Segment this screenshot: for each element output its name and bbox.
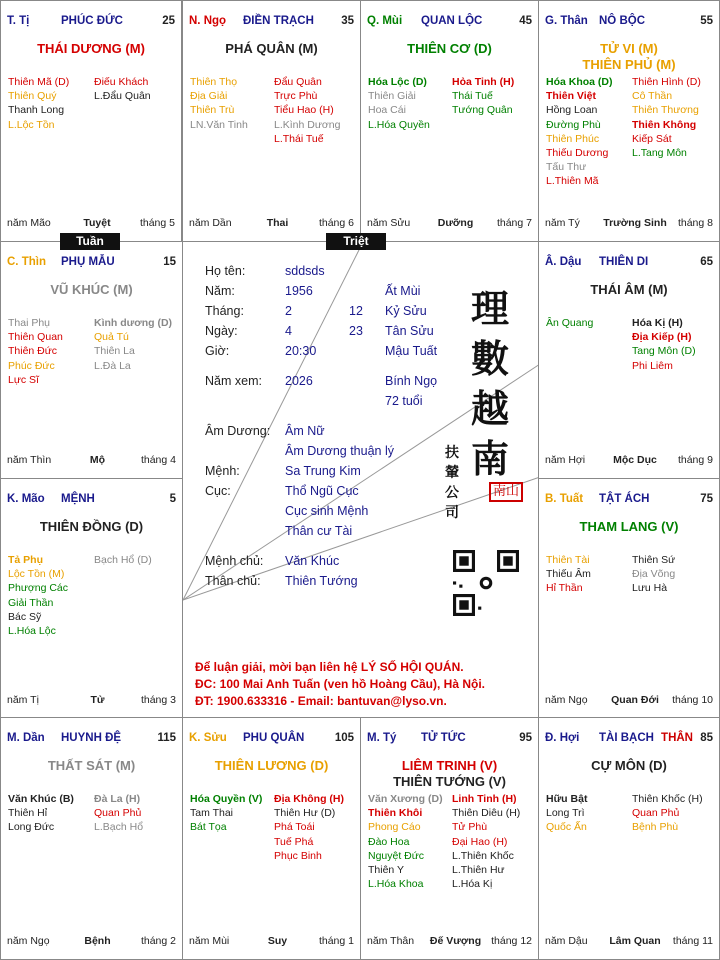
truong-sinh-stage: Trường Sinh (603, 217, 667, 229)
minor-star: LN.Văn Tinh (190, 118, 248, 131)
tuoi-value: 72 tuổi (385, 394, 423, 408)
minor-star: Thiên Thương (632, 104, 699, 117)
minor-star: Long Đức (8, 821, 55, 834)
palace-year: năm Thân (367, 935, 415, 947)
palace-name: ĐIỀN TRẠCH (243, 15, 314, 27)
palace-dau (538, 241, 720, 479)
ngay-label: Ngày: (205, 324, 238, 338)
minor-star: Linh Tinh (H) (452, 793, 517, 805)
minor-star: Thiên Y (368, 864, 404, 877)
palace-month: tháng 4 (140, 454, 176, 466)
minor-stars-left (8, 75, 69, 132)
minor-star: Lộc Tồn (M) (8, 568, 65, 581)
ngay-am-lich: Tân Sửu (385, 324, 434, 338)
palace-dan (0, 717, 183, 960)
minor-star: L.Kình Dương (274, 118, 341, 131)
palace-age: 25 (162, 15, 175, 27)
palace-ti (0, 0, 182, 242)
minor-star: Thiên Hư (D) (274, 807, 336, 820)
menh-label: Mệnh: (205, 464, 240, 478)
minor-stars-right (452, 75, 514, 118)
minor-star: Nguyệt Đức (368, 849, 425, 862)
minor-star: Giải Thần (8, 596, 54, 609)
palace-name: PHỤ MẪU (61, 256, 115, 268)
minor-star: Thiên Phúc (546, 132, 600, 145)
minor-stars-left (8, 553, 68, 638)
am-duong-note: Âm Dương thuận lý (285, 444, 394, 458)
minor-star: Đường Phù (546, 118, 601, 131)
main-star: THIÊN LƯƠNG (D) (214, 758, 329, 773)
minor-stars-left (8, 792, 74, 835)
minor-star: Tướng Quân (452, 104, 513, 117)
minor-stars-right (632, 316, 696, 373)
palace-month: tháng 12 (491, 935, 532, 947)
minor-star: L.Hóa Kị (452, 878, 493, 891)
minor-stars-right (94, 75, 151, 103)
main-star: LIÊM TRINH (V) (401, 758, 498, 773)
minor-star: Thiên Khốc (H) (632, 793, 703, 805)
calligraphy-4: 南 (471, 436, 510, 481)
palace-age: 65 (700, 256, 713, 268)
minor-star: L.Hóa Khoa (368, 878, 424, 891)
than-cu-note: Thân cư Tài (285, 524, 353, 538)
ho-ten-label: Họ tên: (205, 264, 246, 278)
palace-age: 45 (519, 15, 532, 27)
minor-star: Thái Tuế (452, 90, 493, 103)
minor-star: Kiếp Sát (632, 132, 672, 145)
palace-month: tháng 6 (318, 217, 354, 229)
minor-stars-left (190, 75, 248, 132)
nam-label: Năm: (205, 284, 235, 298)
contact-line-1: Để luận giải, mời bạn liên hệ LÝ SỐ HỘI QUÁN. (195, 660, 464, 674)
palace-header (367, 15, 532, 29)
palace-than_s (538, 0, 720, 242)
truong-sinh-stage: Lâm Quan (609, 935, 661, 947)
gio-label: Giờ: (205, 344, 230, 358)
minor-star: Thiên Mã (D) (8, 76, 70, 88)
truong-sinh-stage: Thai (266, 217, 289, 229)
palace-header (7, 256, 176, 270)
minor-stars-left (368, 75, 430, 132)
minor-star: Thiếu Dương (546, 147, 609, 160)
minor-star: Trực Phù (274, 90, 318, 103)
palace-footer (367, 935, 532, 949)
palace-year: năm Mùi (189, 935, 230, 947)
palace-year: năm Dần (189, 217, 232, 229)
minor-star: Đẩu Quân (274, 76, 322, 88)
minor-star: Tả Phụ (8, 554, 44, 566)
minor-star: Hóa Khoa (D) (546, 76, 613, 88)
palace-can-chi: M. Tý (367, 732, 397, 744)
minor-star: Thiên Không (632, 118, 697, 131)
minor-star: Thiên Quý (8, 90, 57, 103)
palace-footer (545, 217, 713, 231)
palace-footer (545, 935, 713, 949)
palace-tuat (538, 478, 720, 719)
palace-header (189, 732, 354, 746)
main-star: THẤT SÁT (M) (47, 758, 136, 773)
calligraphy-1: 理 (471, 286, 510, 331)
minor-stars-left (368, 792, 443, 891)
palace-mao (0, 478, 183, 719)
minor-star: Thiên Giải (368, 90, 416, 103)
nam-xem-am-lich: Bính Ngọ (385, 374, 438, 388)
palace-year: năm Mão (7, 217, 51, 229)
main-star: CỰ MÔN (D) (591, 758, 667, 773)
truong-sinh-stage: Mộ (89, 454, 106, 466)
minor-star: Tử Phù (452, 821, 488, 834)
minor-star: Phục Binh (274, 849, 322, 862)
main-star: THIÊN PHỦ (M) (582, 57, 676, 72)
palace-footer (545, 694, 713, 708)
palace-can-chi: T. Tị (7, 15, 30, 27)
nam-xem-label: Năm xem: (205, 374, 262, 388)
palace-header (189, 15, 354, 29)
ho-ten-value: sddsds (285, 264, 325, 278)
palace-month: tháng 2 (140, 935, 176, 947)
palace-footer (7, 454, 176, 468)
palace-month: tháng 3 (140, 694, 176, 706)
minor-star: Hóa Lộc (D) (368, 76, 427, 88)
truong-sinh-stage: Dưỡng (437, 217, 474, 229)
minor-star: Thiên Sứ (632, 554, 676, 566)
palace-month: tháng 7 (496, 217, 532, 229)
minor-star: Đại Hao (H) (452, 835, 508, 848)
palace-can-chi: B. Tuất (545, 493, 584, 505)
nam-am-lich: Ất Mùi (385, 284, 421, 298)
minor-star: Hỉ Thần (546, 582, 583, 595)
minor-star: Lực Sĩ (8, 373, 39, 386)
tuan-badge: Tuần (60, 233, 120, 250)
palace-age: 105 (334, 732, 354, 744)
palace-name: QUAN LỘC (421, 15, 483, 27)
minor-star: Văn Khúc (B) (8, 793, 74, 805)
minor-star: Cô Thần (632, 90, 673, 103)
minor-stars-right (94, 553, 152, 567)
truong-sinh-stage: Bệnh (84, 935, 111, 947)
minor-star: Phá Toái (274, 821, 315, 834)
minor-star: Thiên La (94, 345, 135, 358)
palace-month: tháng 11 (672, 935, 713, 947)
minor-star: Hỏa Tinh (H) (452, 76, 515, 88)
minor-star: L.Thiên Hư (452, 864, 505, 877)
palace-header (545, 493, 713, 507)
calligraphy-3: 越 (471, 386, 510, 431)
minor-star: Hóa Kị (H) (632, 317, 683, 329)
contact-phone-email[interactable]: ĐT: 1900.633316 - Email: bantuvan@lyso.vn. (195, 694, 447, 708)
center-info-panel (182, 241, 539, 718)
palace-year: năm Ngọ (545, 694, 588, 706)
palace-ty (360, 717, 539, 960)
minor-stars-left (546, 75, 613, 189)
palace-month: tháng 10 (672, 694, 713, 706)
palace-year: năm Tị (7, 694, 39, 706)
palace-name: THIÊN DI (599, 256, 649, 268)
minor-star: Phúc Đức (8, 359, 55, 372)
main-star: PHÁ QUÂN (M) (225, 41, 318, 56)
minor-star: Thiếu Âm (546, 568, 591, 581)
minor-star: Phượng Các (8, 582, 69, 595)
minor-star: Tuế Phá (274, 835, 314, 848)
minor-star: Thai Phụ (8, 317, 51, 329)
palace-can-chi: K. Mão (7, 493, 45, 505)
minor-star: L.Lộc Tồn (8, 118, 55, 131)
minor-star: Thiên Việt (546, 90, 596, 103)
main-star: THÁI ÂM (M) (590, 282, 668, 297)
palace-header (7, 15, 175, 29)
palace-age: 35 (341, 15, 354, 27)
truong-sinh-stage: Quan Đới (611, 694, 659, 706)
menh-value: Sa Trung Kim (285, 464, 361, 478)
palace-ngo (182, 0, 361, 242)
minor-star: Phi Liêm (632, 359, 673, 372)
cuc-value: Thổ Ngũ Cục (285, 484, 359, 498)
minor-star: Thiên Diêu (H) (452, 807, 521, 820)
minor-star: L.Bạch Hổ (94, 821, 144, 834)
minor-star: Kình dương (D) (94, 317, 173, 329)
palace-hoi (538, 717, 720, 960)
palace-header (545, 256, 713, 270)
triet-badge: Triệt (326, 233, 386, 250)
minor-star: L.Đà La (94, 359, 131, 372)
palace-footer (189, 217, 354, 231)
gio-am-lich: Mậu Tuất (385, 344, 438, 358)
palace-header (367, 732, 532, 746)
qr-code-icon (453, 550, 519, 616)
minor-star: Thiên Hình (D) (632, 76, 701, 88)
palace-footer (545, 454, 713, 468)
ngay-duong-lich: 4 (285, 324, 292, 338)
palace-name: TÀI BẠCH (599, 732, 654, 744)
gio-value: 20:30 (285, 344, 317, 358)
cuc-note: Cục sinh Mệnh (285, 504, 369, 518)
minor-stars-right (94, 316, 172, 373)
palace-header (7, 732, 176, 746)
thang-am-lich-num: 12 (349, 304, 363, 318)
minor-star: Ân Quang (546, 317, 594, 329)
palace-age: 75 (700, 493, 713, 505)
minor-stars-right (632, 553, 675, 596)
palace-name: PHÚC ĐỨC (61, 15, 123, 27)
main-star: THÁI DƯƠNG (M) (37, 41, 145, 56)
than-marker: THÂN (661, 732, 693, 744)
truong-sinh-stage: Tuyệt (83, 217, 111, 229)
minor-star: Bạch Hổ (D) (94, 554, 152, 566)
minor-star: Hóa Quyền (V) (190, 793, 263, 805)
minor-stars-left (546, 553, 591, 596)
minor-star: Thiên Hỉ (8, 807, 48, 820)
palace-can-chi: C. Thìn (7, 256, 46, 268)
minor-star: Quả Tú (94, 331, 129, 344)
palace-year: năm Ngọ (7, 935, 50, 947)
main-star: THIÊN TƯỚNG (V) (393, 774, 506, 789)
minor-star: Thiên Đức (8, 345, 58, 358)
minor-star: Văn Xương (D) (368, 793, 443, 805)
minor-star: Lưu Hà (632, 582, 668, 595)
minor-star: L.Hóa Lộc (8, 625, 56, 638)
palace-name: MỆNH (61, 493, 95, 505)
main-star: VŨ KHÚC (M) (50, 282, 133, 297)
truong-sinh-stage: Mộc Dục (613, 454, 657, 466)
palace-year: năm Tý (545, 217, 580, 229)
palace-thin (0, 241, 183, 479)
palace-age: 55 (700, 15, 713, 27)
minor-stars-left (190, 792, 262, 835)
palace-name: HUYNH ĐỆ (61, 732, 122, 744)
palace-month: tháng 9 (677, 454, 713, 466)
palace-name: TỬ TỨC (421, 732, 466, 744)
thang-am-lich: Kỷ Sửu (385, 304, 427, 318)
palace-year: năm Thìn (7, 454, 52, 466)
minor-stars-left (8, 316, 63, 387)
minor-star: Quan Phủ (94, 807, 142, 820)
minor-star: Tam Thai (190, 807, 233, 820)
minor-stars-right (632, 75, 701, 160)
minor-star: L.Đẩu Quân (94, 90, 151, 103)
minor-star: L.Thái Tuế (274, 132, 324, 145)
main-star: THAM LANG (V) (579, 519, 679, 534)
palace-name: PHU QUÂN (243, 732, 305, 744)
palace-month: tháng 8 (677, 217, 713, 229)
thang-duong-lich: 2 (285, 304, 292, 318)
main-star: TỬ VI (M) (600, 41, 658, 56)
nam-xem-value: 2026 (285, 374, 313, 388)
palace-mui (360, 0, 539, 242)
minor-star: Phong Cáo (368, 821, 421, 834)
minor-star: Hữu Bật (546, 793, 588, 805)
palace-month: tháng 5 (139, 217, 175, 229)
minor-stars-right (632, 792, 703, 835)
minor-star: Tấu Thư (546, 161, 587, 174)
minor-star: L.Hóa Quyền (368, 118, 430, 131)
minor-stars-left (546, 316, 593, 330)
am-duong-label: Âm Dương: (205, 424, 271, 438)
calligraphy-2: 數 (471, 336, 510, 381)
ngay-am-lich-num: 23 (349, 324, 363, 338)
minor-star: Quốc Ấn (546, 821, 587, 834)
minor-star: Quan Phủ (632, 807, 680, 820)
minor-star: Hoa Cái (368, 104, 406, 117)
palace-footer (7, 217, 175, 231)
minor-star: Tiểu Hao (H) (274, 104, 334, 117)
palace-year: năm Hợi (545, 454, 586, 466)
palace-can-chi: Â. Dậu (545, 256, 582, 268)
minor-star: Long Trì (546, 807, 585, 820)
minor-star: Thiên Trù (190, 104, 235, 117)
minor-star: Tang Môn (D) (632, 345, 696, 358)
minor-star: Địa Giải (190, 90, 228, 103)
nam-duong-lich: 1956 (285, 284, 313, 298)
minor-star: L.Tang Môn (632, 147, 687, 160)
minor-star: Địa Kiếp (H) (632, 331, 692, 344)
contact-address: ĐC: 100 Mai Anh Tuấn (ven hồ Hoàng Cầu), Hà Nội. (195, 677, 486, 691)
palace-age: 5 (169, 493, 176, 505)
palace-footer (189, 935, 354, 949)
than-chu-value: Thiên Tướng (285, 574, 358, 588)
palace-age: 85 (700, 732, 713, 744)
palace-name: TẬT ÁCH (599, 493, 650, 505)
truong-sinh-stage: Suy (267, 935, 288, 947)
red-seal: 南山 (489, 482, 523, 502)
palace-can-chi: G. Thân (545, 15, 588, 27)
palace-footer (367, 217, 532, 231)
minor-stars-right (274, 75, 340, 146)
minor-star: Đà La (H) (94, 793, 141, 805)
calligraphy-small-4: 司 (445, 505, 459, 521)
minor-star: Đào Hoa (368, 835, 410, 848)
menh-chu-value: Văn Khúc (285, 554, 340, 568)
minor-star: Địa Không (H) (274, 793, 344, 805)
thang-label: Tháng: (205, 304, 244, 318)
palace-can-chi: Đ. Hợi (545, 732, 580, 744)
palace-can-chi: Q. Mùi (367, 15, 403, 27)
than-chu-label: Thân chủ: (205, 574, 261, 588)
minor-star: L.Thiên Mã (546, 175, 599, 188)
cuc-label: Cục: (205, 484, 231, 498)
palace-age: 15 (163, 256, 176, 268)
minor-star: Thiên Thọ (190, 76, 238, 88)
palace-can-chi: M. Dần (7, 732, 45, 744)
palace-header (7, 493, 176, 507)
minor-star: Bệnh Phù (632, 821, 679, 834)
palace-year: năm Dậu (545, 935, 588, 947)
minor-star: L.Thiên Khốc (452, 849, 514, 862)
truong-sinh-stage: Đế Vượng (429, 935, 482, 947)
calligraphy-small-3: 公 (445, 485, 459, 501)
calligraphy-small-2: 輦 (445, 465, 459, 481)
palace-header (545, 732, 713, 746)
palace-can-chi: N. Ngọ (189, 15, 227, 27)
am-duong-value: Âm Nữ (285, 424, 325, 438)
minor-stars-right (452, 792, 520, 891)
palace-age: 95 (519, 732, 532, 744)
calligraphy-small-1: 扶 (445, 445, 459, 461)
minor-stars-right (94, 792, 143, 835)
minor-stars-left (546, 792, 587, 835)
palace-month: tháng 1 (318, 935, 354, 947)
palace-footer (7, 935, 176, 949)
minor-star: Điếu Khách (94, 76, 149, 88)
palace-footer (7, 694, 176, 708)
minor-star: Địa Võng (632, 568, 676, 581)
minor-star: Bát Tọa (190, 821, 227, 834)
truong-sinh-stage: Tử (90, 694, 105, 706)
palace-year: năm Sửu (367, 217, 411, 229)
palace-header (545, 15, 713, 29)
main-star: THIÊN CƠ (D) (407, 41, 492, 56)
minor-star: Hồng Loan (546, 104, 598, 117)
palace-suu (182, 717, 361, 960)
main-star: THIÊN ĐỒNG (D) (39, 519, 144, 534)
minor-star: Thanh Long (8, 104, 65, 117)
minor-star: Bác Sỹ (8, 610, 42, 623)
menh-chu-label: Mệnh chủ: (205, 554, 264, 568)
minor-stars-right (274, 792, 344, 863)
palace-can-chi: K. Sửu (189, 732, 227, 744)
palace-name: NÔ BỘC (599, 15, 645, 27)
minor-star: Thiên Quan (8, 331, 63, 344)
minor-star: Thiên Tài (546, 554, 590, 566)
palace-age: 115 (157, 732, 176, 744)
minor-star: Thiên Khôi (368, 807, 423, 820)
